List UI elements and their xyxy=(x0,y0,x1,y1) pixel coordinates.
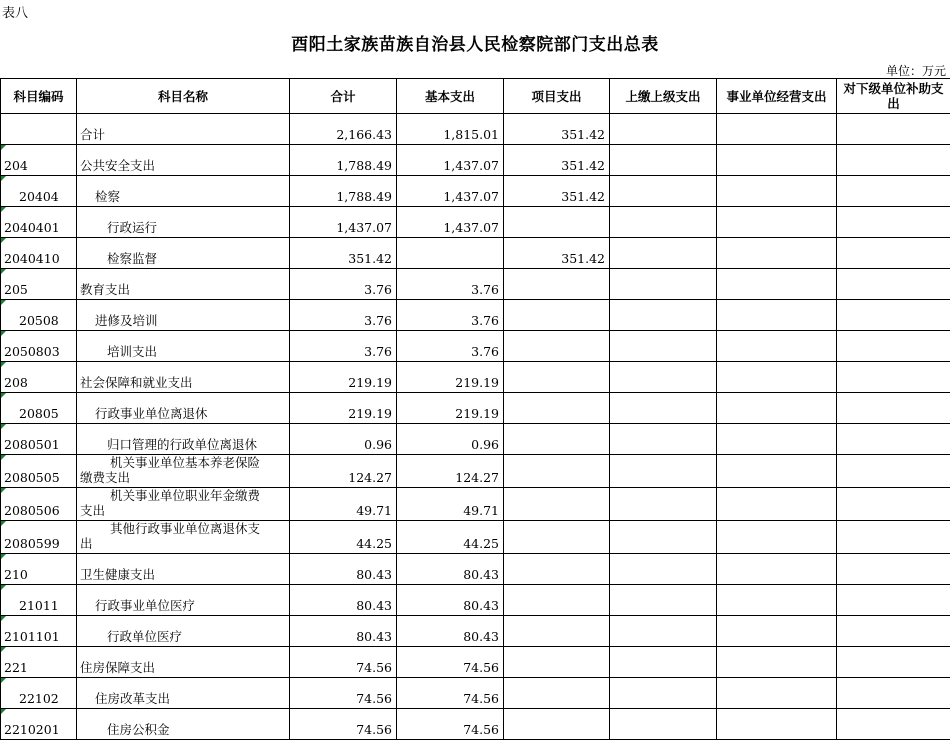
table-row xyxy=(1,207,950,238)
cell-project: 351.42 xyxy=(504,145,610,176)
cell-total: 1,788.49 xyxy=(290,145,397,176)
cell-subsidy xyxy=(837,207,950,238)
cell-upper xyxy=(610,585,717,616)
cell-total: 80.43 xyxy=(290,554,397,585)
cell-name: 行政单位医疗 xyxy=(77,616,290,647)
cell-project xyxy=(504,393,610,424)
cell-upper xyxy=(610,616,717,647)
cell-code: 208 xyxy=(1,362,77,393)
cell-name: 进修及培训 xyxy=(77,300,290,331)
cell-basic: 74.56 xyxy=(397,709,504,740)
cell-basic: 74.56 xyxy=(397,647,504,678)
cell-name: 住房保障支出 xyxy=(77,647,290,678)
cell-upper xyxy=(610,238,717,269)
cell-code: 20508 xyxy=(1,300,77,331)
cell-code: 20805 xyxy=(1,393,77,424)
cell-project xyxy=(504,616,610,647)
cell-upper xyxy=(610,145,717,176)
cell-basic: 44.25 xyxy=(397,521,504,554)
table-row xyxy=(1,362,950,393)
cell-project: 351.42 xyxy=(504,114,610,145)
cell-total: 3.76 xyxy=(290,331,397,362)
cell-subsidy xyxy=(837,238,950,269)
cell-code: 2101101 xyxy=(1,616,77,647)
table-row xyxy=(1,521,950,554)
cell-basic xyxy=(397,238,504,269)
cell-name-line1: 其他行政事业单位离退休支 xyxy=(80,521,286,536)
cell-name-line2: 支出 xyxy=(80,503,286,518)
cell-name: 培训支出 xyxy=(77,331,290,362)
cell-subsidy xyxy=(837,393,950,424)
cell-basic: 1,437.07 xyxy=(397,145,504,176)
header-upper: 上缴上级支出 xyxy=(610,79,717,114)
cell-upper xyxy=(610,424,717,455)
table-row xyxy=(1,145,950,176)
table-row xyxy=(1,647,950,678)
cell-name: 行政运行 xyxy=(77,207,290,238)
cell-code xyxy=(1,114,77,145)
cell-project: 351.42 xyxy=(504,238,610,269)
cell-project: 351.42 xyxy=(504,176,610,207)
cell-project xyxy=(504,488,610,521)
cell-project xyxy=(504,709,610,740)
table-row xyxy=(1,331,950,362)
cell-business xyxy=(717,176,837,207)
cell-code: 2080505 xyxy=(1,455,77,488)
cell-business xyxy=(717,455,837,488)
cell-business xyxy=(717,393,837,424)
cell-upper xyxy=(610,393,717,424)
cell-total: 219.19 xyxy=(290,393,397,424)
cell-name-line2: 缴费支出 xyxy=(80,470,286,485)
cell-basic: 1,437.07 xyxy=(397,176,504,207)
cell-code: 204 xyxy=(1,145,77,176)
cell-subsidy xyxy=(837,424,950,455)
table-row xyxy=(1,455,950,488)
table-row xyxy=(1,585,950,616)
cell-upper xyxy=(610,647,717,678)
header-code: 科目编码 xyxy=(1,79,77,114)
cell-subsidy xyxy=(837,145,950,176)
cell-total: 44.25 xyxy=(290,521,397,554)
cell-name: 归口管理的行政单位离退休 xyxy=(77,424,290,455)
cell-subsidy xyxy=(837,709,950,740)
cell-code: 20404 xyxy=(1,176,77,207)
cell-total: 74.56 xyxy=(290,647,397,678)
cell-upper xyxy=(610,114,717,145)
cell-upper xyxy=(610,455,717,488)
cell-upper xyxy=(610,300,717,331)
cell-project xyxy=(504,331,610,362)
cell-project xyxy=(504,678,610,709)
cell-business xyxy=(717,331,837,362)
cell-upper xyxy=(610,488,717,521)
cell-code: 221 xyxy=(1,647,77,678)
cell-project xyxy=(504,521,610,554)
cell-business xyxy=(717,362,837,393)
cell-name: 社会保障和就业支出 xyxy=(77,362,290,393)
cell-code: 22102 xyxy=(1,678,77,709)
cell-project xyxy=(504,647,610,678)
cell-name xyxy=(77,521,290,554)
cell-name: 检察 xyxy=(77,176,290,207)
cell-upper xyxy=(610,678,717,709)
table-row xyxy=(1,678,950,709)
cell-name-line1: 机关事业单位基本养老保险 xyxy=(80,455,286,470)
table-row xyxy=(1,554,950,585)
cell-total: 1,788.49 xyxy=(290,176,397,207)
cell-business xyxy=(717,145,837,176)
cell-total: 74.56 xyxy=(290,678,397,709)
cell-subsidy xyxy=(837,300,950,331)
cell-basic: 219.19 xyxy=(397,362,504,393)
table-row xyxy=(1,238,950,269)
cell-basic: 1,815.01 xyxy=(397,114,504,145)
cell-project xyxy=(504,424,610,455)
cell-total: 351.42 xyxy=(290,238,397,269)
cell-subsidy xyxy=(837,678,950,709)
cell-code: 2080501 xyxy=(1,424,77,455)
header-row xyxy=(1,79,950,114)
cell-code: 205 xyxy=(1,269,77,300)
cell-basic: 3.76 xyxy=(397,300,504,331)
cell-basic: 80.43 xyxy=(397,554,504,585)
cell-business xyxy=(717,616,837,647)
table-row xyxy=(1,709,950,740)
cell-upper xyxy=(610,362,717,393)
table-row xyxy=(1,300,950,331)
cell-total: 49.71 xyxy=(290,488,397,521)
cell-name: 卫生健康支出 xyxy=(77,554,290,585)
cell-name: 教育支出 xyxy=(77,269,290,300)
cell-basic: 49.71 xyxy=(397,488,504,521)
cell-business xyxy=(717,114,837,145)
expenditure-table xyxy=(0,78,950,740)
unit-label: 单位：万元 xyxy=(886,62,946,79)
cell-subsidy xyxy=(837,114,950,145)
cell-business xyxy=(717,207,837,238)
cell-upper xyxy=(610,521,717,554)
cell-upper xyxy=(610,554,717,585)
cell-business xyxy=(717,269,837,300)
cell-project xyxy=(504,300,610,331)
cell-project xyxy=(504,362,610,393)
cell-business xyxy=(717,678,837,709)
cell-business xyxy=(717,300,837,331)
cell-name xyxy=(77,488,290,521)
cell-business xyxy=(717,585,837,616)
cell-business xyxy=(717,488,837,521)
cell-upper xyxy=(610,176,717,207)
cell-name: 住房公积金 xyxy=(77,709,290,740)
table-row xyxy=(1,176,950,207)
cell-code: 2040410 xyxy=(1,238,77,269)
cell-project xyxy=(504,269,610,300)
cell-business xyxy=(717,238,837,269)
cell-project xyxy=(504,554,610,585)
cell-subsidy xyxy=(837,488,950,521)
cell-total: 3.76 xyxy=(290,269,397,300)
cell-business xyxy=(717,521,837,554)
cell-subsidy xyxy=(837,269,950,300)
table-row xyxy=(1,393,950,424)
cell-name: 行政事业单位离退休 xyxy=(77,393,290,424)
cell-upper xyxy=(610,331,717,362)
header-business: 事业单位经营支出 xyxy=(717,79,837,114)
cell-name-line1: 机关事业单位职业年金缴费 xyxy=(80,488,286,503)
cell-project xyxy=(504,207,610,238)
page-title: 酉阳土家族苗族自治县人民检察院部门支出总表 xyxy=(0,30,950,55)
cell-basic: 80.43 xyxy=(397,616,504,647)
header-basic: 基本支出 xyxy=(397,79,504,114)
cell-subsidy xyxy=(837,585,950,616)
cell-name: 检察监督 xyxy=(77,238,290,269)
cell-code: 2080506 xyxy=(1,488,77,521)
cell-name xyxy=(77,455,290,488)
cell-code: 2040401 xyxy=(1,207,77,238)
cell-total: 1,437.07 xyxy=(290,207,397,238)
cell-code: 21011 xyxy=(1,585,77,616)
cell-subsidy xyxy=(837,521,950,554)
cell-subsidy xyxy=(837,647,950,678)
cell-basic: 80.43 xyxy=(397,585,504,616)
cell-business xyxy=(717,424,837,455)
table-row xyxy=(1,488,950,521)
table-row xyxy=(1,616,950,647)
cell-project xyxy=(504,455,610,488)
cell-code: 2050803 xyxy=(1,331,77,362)
cell-basic: 74.56 xyxy=(397,678,504,709)
cell-total: 74.56 xyxy=(290,709,397,740)
cell-basic: 0.96 xyxy=(397,424,504,455)
cell-basic: 219.19 xyxy=(397,393,504,424)
cell-upper xyxy=(610,207,717,238)
cell-total: 219.19 xyxy=(290,362,397,393)
cell-name: 住房改革支出 xyxy=(77,678,290,709)
cell-total: 80.43 xyxy=(290,585,397,616)
cell-code: 2080599 xyxy=(1,521,77,554)
cell-business xyxy=(717,709,837,740)
cell-subsidy xyxy=(837,554,950,585)
cell-code: 210 xyxy=(1,554,77,585)
cell-subsidy xyxy=(837,331,950,362)
cell-business xyxy=(717,647,837,678)
cell-upper xyxy=(610,709,717,740)
cell-subsidy xyxy=(837,455,950,488)
cell-upper xyxy=(610,269,717,300)
header-subsidy: 对下级单位补助支出 xyxy=(837,79,950,114)
cell-total: 0.96 xyxy=(290,424,397,455)
cell-total: 3.76 xyxy=(290,300,397,331)
cell-name: 行政事业单位医疗 xyxy=(77,585,290,616)
cell-subsidy xyxy=(837,362,950,393)
cell-code: 2210201 xyxy=(1,709,77,740)
cell-basic: 1,437.07 xyxy=(397,207,504,238)
table-row xyxy=(1,114,950,145)
cell-name-line2: 出 xyxy=(80,536,286,551)
cell-total: 124.27 xyxy=(290,455,397,488)
cell-basic: 124.27 xyxy=(397,455,504,488)
cell-basic: 3.76 xyxy=(397,269,504,300)
table-row xyxy=(1,424,950,455)
cell-subsidy xyxy=(837,176,950,207)
cell-basic: 3.76 xyxy=(397,331,504,362)
cell-project xyxy=(504,585,610,616)
cell-total: 2,166.43 xyxy=(290,114,397,145)
cell-name: 合计 xyxy=(77,114,290,145)
cell-name: 公共安全支出 xyxy=(77,145,290,176)
cell-total: 80.43 xyxy=(290,616,397,647)
table-row xyxy=(1,269,950,300)
header-project: 项目支出 xyxy=(504,79,610,114)
cell-subsidy xyxy=(837,616,950,647)
cell-business xyxy=(717,554,837,585)
header-total: 合计 xyxy=(290,79,397,114)
header-name: 科目名称 xyxy=(77,79,290,114)
table-number-label: 表八 xyxy=(2,2,28,21)
